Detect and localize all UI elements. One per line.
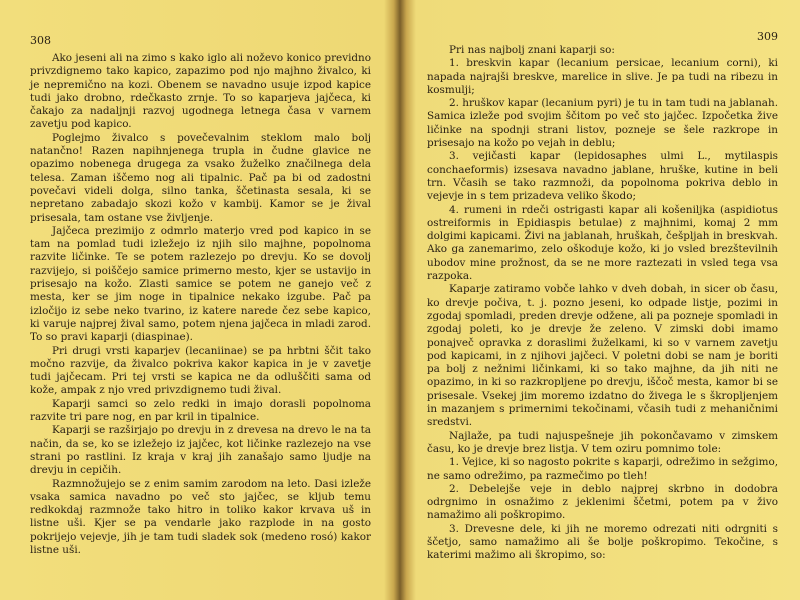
paragraph: Kaparji se razširjajo po drevju in z drevesa na drevo le na ta način, da se, ko se izležejo iz jajčec, kot ličinke razlezejo na vse strani po rastlini. Iz kraja v kraj jih zanašajo samo ljudje na drevju in cepičih. xyxy=(30,424,371,477)
page-number-right: 309 xyxy=(757,30,778,43)
paragraph: 4. rumeni in rdeči ostrigasti kapar ali košeniljka (aspidiotus ostreiformis in Epidiaspis betulae) z majhnimi, komaj 2 mm dolgimi kapicami. Živi na jablanah, hruškah, češpljah in breskvah. Ako ga zanemarimo, zelo oškoduje kožo, ki jo vsled brezštevilnih ubodov mine prožnost, da se ne more raztezati in vsled tega vsa razpoka. xyxy=(427,203,778,283)
paragraph: Poglejmo živalco s povečevalnim steklom malo bolj natančno! Razen napihnjenega trupla in čudne glavice ne opazimo nobenega drugega za vsako žuželko značilnega dela telesa. Zaman iščemo nog ali tipalnic. Pač pa bi od zadostni povečavi videli dolga, silno tanka, ščetinasta sesala, ki se nepretano zabadajo skozi kožo v kambij. Kamor se je žival prisesala, tam ostane vse življenje. xyxy=(30,131,371,224)
paragraph: Kaparji samci so zelo redki in imajo dorasli popolnoma razvite tri pare nog, en par kril in tipalnice. xyxy=(30,397,371,424)
left-page xyxy=(0,0,385,600)
paragraph: 2. hruškov kapar (lecanium pyri) je tu in tam tudi na jablanah. Samica izleže pod svojim ščitom po več sto jajčec. Izpočetka žive ličinke na spodnji strani listov, pozneje se šele razkrope in prisesajo na kožo po vejah in deblu; xyxy=(427,97,778,150)
paragraph: Najlaže, pa tudi najuspešneje jih pokončavamo v zimskem času, ko je drevje brez listja. V tem oziru pomnimo tole: xyxy=(427,429,778,455)
paragraph: Razmnožujejo se z enim samim zarodom na leto. Dasi izleže vsaka samica navadno po več sto jajčec, se kljub temu redkokdaj razmnože tako hitro in toliko kakor krvava uš in listne uši. Kjer se pa vendarle jako razplode in na gosto pokrijejo vejevje, jih je tam tudi sladek sok (medeno rosó) kakor listne uši. xyxy=(30,477,371,556)
page-number-left: 308 xyxy=(30,34,51,47)
paragraph: Pri nas najbolj znani kaparji so: xyxy=(449,44,615,56)
right-page-text xyxy=(427,44,778,563)
paragraph: 3. vejičasti kapar (lepidosaphes ulmi L., mytilaspis conchaeformis) izsesava navadno jablane, hruške, kutine in beli trn. Včasih se tako razmnoži, da popolnoma pokriva deblo in vejevje in s tem prizadeva veliko škodo; xyxy=(427,150,778,203)
left-page-text xyxy=(30,52,371,557)
paragraph: Jajčeca prezimijo z odmrlo materjo vred pod kapico in se tam na pomlad tudi izležejo iz njih silo majhne, popolnoma razvite ličinke. Te se potem razlezejo po drevju. Ko se dovolj razvijejo, si poiščejo samice primerno mesto, kjer se ustavijo in prisesajo na kožo. Zlasti samice se potem ne ganejo več z mesta, ker se jim noge in tipalnice nekako izgube. Pač pa izločijo iz sebe neko tvarino, iz katere narede čez sebe kapico, ki varuje najprej žival samo, potem njena jajčeca in mladi zarod. To so pravi kaparji (diaspinae). xyxy=(30,224,371,344)
paragraph: 1. Vejice, ki so nagosto pokrite s kaparji, odrežimo in sežgimo, ne samo odrežimo, pa razmečimo po tleh! xyxy=(427,456,778,482)
paragraph: Kaparje zatiramo vobče lahko v dveh dobah, in sicer ob času, ko drevje počiva, t. j. pozno jeseni, ko odpade listje, pozimi in zgodaj spomladi, preden drevje odžene, ali pa pozneje spomladi in zgodaj poleti, ko je drevje že zeleno. V zimski dobi imamo ponajveč opravka z doraslimi žuželkami, ki so v varnem zavetju pod kapicami, in z njihovi jajčeci. V poletni dobi se nam je boriti pa bolj z nežnimi ličinkami, ki so tako majhne, da jih niti ne opazimo, in ki so razkropljene po drevju, iščoč mesta, kamor bi se prisesale. Vsekej jim moremo izdatno do živega le s škropljenjem in mazanjem s primernimi tekočinami, včasih tudi z mehaničnimi sredstvi. xyxy=(427,283,778,429)
paragraph: 2. Debelejše veje in deblo najprej skrbno in dodobra odrgnimo in osnažimo z jeklenimi ščetmi, potem pa v živo namažimo ali poškropimo. xyxy=(427,482,778,522)
paragraph: Pri drugi vrsti kaparjev (lecaniinae) se pa hrbtni ščit tako močno razvije, da živalco pokriva kakor kapica in je v zavetje tudi jajčecam. Pri tej vrsti se kapica ne da odluščiti sama od kože, ampak z njo vred privzdignemo tudi žival. xyxy=(30,344,371,397)
paragraph: 3. Drevesne dele, ki jih ne moremo odrezati niti odrgniti s ščetjo, samo namažimo ali še bolje poškropimo. Tekočine, s katerimi mažimo ali škropimo, so: xyxy=(427,522,778,562)
paragraph: 1. breskvin kapar (lecanium persicae, lecanium corni), ki napada najrajši breskve, marelice in slive. Je pa tudi na ribezu in kosmulji; xyxy=(427,57,778,96)
right-page xyxy=(407,0,800,600)
paragraph: Ako jeseni ali na zimo s kako iglo ali noževo konico previdno privzdignemo tako kapico, zapazimo pod njo majhno živalco, ki je nepremično na kozi. Obenem se navadno usuje izpod kapice tudi jako drobno, rdečkasto zrnje. To so kaparjeva jajčeca, ki čakajo za nadaljnji razvoj ugodnega letnega časa v varnem zavetju pod kapico. xyxy=(30,52,371,131)
